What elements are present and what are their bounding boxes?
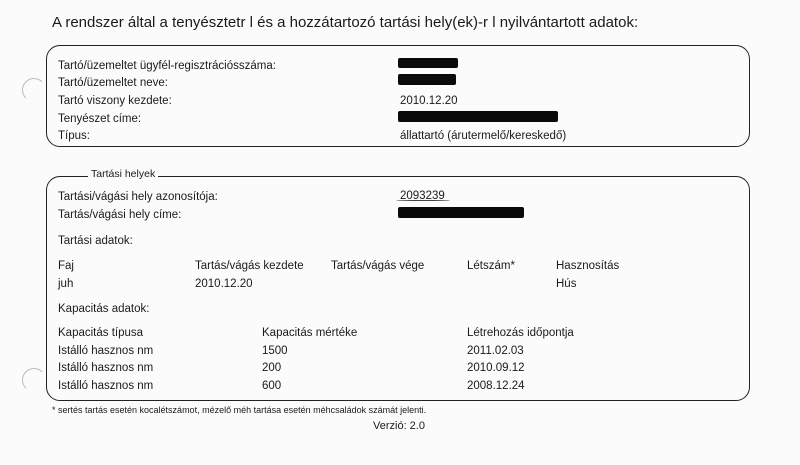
keeping-row-usage: Hús xyxy=(556,278,577,290)
capacity-header-type: Kapacitás típusa xyxy=(58,327,144,339)
page-title: A rendszer által a tenyésztetr l és a hozzátartozó tartási hely(ek)-r l nyilvántartott adatok: xyxy=(52,14,639,31)
capacity-data-title: Kapacitás adatok: xyxy=(58,303,150,315)
capacity-row-type: Istálló hasznos nm xyxy=(58,345,154,357)
owner-name-label: Tartó/üzemeltet neve: xyxy=(58,77,168,89)
type-value: állattartó (árutermelő/kereskedő) xyxy=(400,130,567,142)
capacity-row-type: Istálló hasznos nm xyxy=(58,362,154,374)
capacity-header-size: Kapacitás mértéke xyxy=(262,327,358,339)
holdings-legend: Tartási helyek xyxy=(88,168,158,180)
redacted-farm-address xyxy=(398,111,558,122)
capacity-row-date: 2011.02.03 xyxy=(467,345,524,357)
capacity-row-size: 600 xyxy=(262,380,282,392)
punch-hole-top xyxy=(22,78,46,102)
keeping-data-title: Tartási adatok: xyxy=(58,235,133,247)
owner-reg-number-label: Tartó/üzemeltet ügyfél-regisztrációsszáma: xyxy=(58,60,276,72)
keeping-header-end: Tartás/vágás vége xyxy=(331,260,425,272)
owner-start-value: 2010.12.20 xyxy=(400,95,458,107)
keeping-header-species: Faj xyxy=(58,260,74,272)
type-label: Típus: xyxy=(58,130,90,142)
capacity-header-date: Létrehozás időpontja xyxy=(467,327,574,339)
punch-hole-bottom xyxy=(22,368,46,392)
redacted-reg-number xyxy=(398,58,458,68)
farm-address-label: Tenyészet címe: xyxy=(58,113,142,125)
holding-id-label: Tartási/vágási hely azonosítója: xyxy=(58,191,218,203)
capacity-row-type: Istálló hasznos nm xyxy=(58,380,154,392)
handwritten-underline xyxy=(396,200,450,201)
holding-id-value: 2093239 xyxy=(400,190,445,202)
redacted-owner-name xyxy=(398,74,456,85)
capacity-row-size: 1500 xyxy=(262,345,288,357)
version-label: Verzió: 2.0 xyxy=(373,420,425,432)
holding-address-label: Tartás/vágási hely címe: xyxy=(58,209,182,221)
footnote: * sertés tartás esetén kocalétszámot, mézelő méh tartása esetén méhcsaládok számát jelenti. xyxy=(52,405,427,415)
capacity-row-size: 200 xyxy=(262,362,282,374)
capacity-row-date: 2008.12.24 xyxy=(467,380,525,392)
keeping-row-start: 2010.12.20 xyxy=(195,278,253,290)
owner-start-label: Tartó viszony kezdete: xyxy=(58,95,172,107)
redacted-holding-address xyxy=(398,207,524,218)
capacity-row-date: 2010.09.12 xyxy=(467,362,525,374)
keeping-header-count: Létszám* xyxy=(467,260,515,272)
keeping-header-start: Tartás/vágás kezdete xyxy=(195,260,304,272)
keeping-row-species: juh xyxy=(58,278,74,290)
keeping-header-usage: Hasznosítás xyxy=(556,260,620,272)
